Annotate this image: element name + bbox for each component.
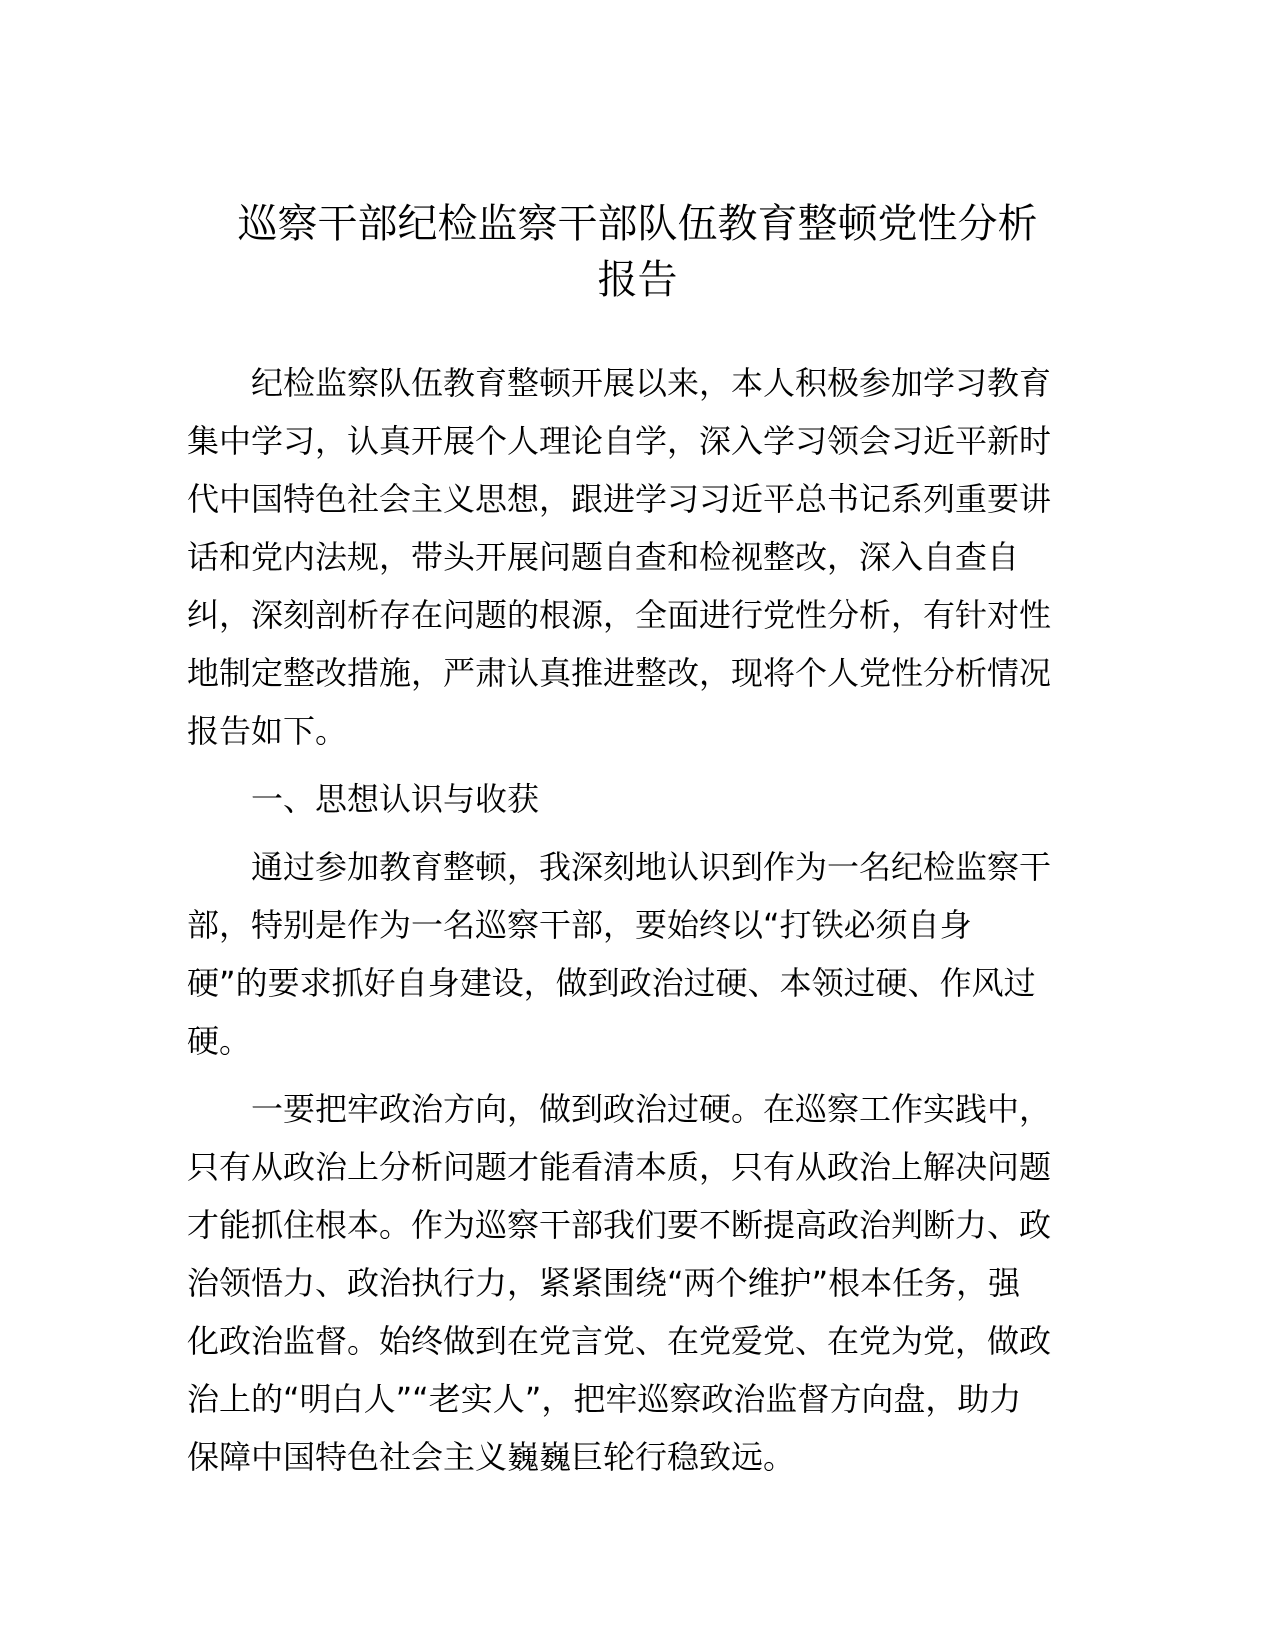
text-line: 治上的“明白人”“老实人”，把牢巡察政治监督方向盘，助力 bbox=[187, 1380, 1022, 1418]
text-line: 通过参加教育整顿，我深刻地认识到作为一名纪检监察干 bbox=[251, 848, 1052, 886]
text-line: 一要把牢政治方向，做到政治过硬。在巡察工作实践中， bbox=[251, 1090, 1052, 1128]
text-line: 报告如下。 bbox=[187, 712, 348, 750]
text-line: 才能抓住根本。作为巡察干部我们要不断提高政治判断力、政 bbox=[187, 1206, 1052, 1244]
document-title bbox=[160, 196, 1115, 308]
text-line: 化政治监督。始终做到在党言党、在党爱党、在党为党，做政 bbox=[187, 1322, 1052, 1360]
paragraph-intro bbox=[187, 354, 1087, 760]
text-line: 集中学习，认真开展个人理论自学，深入学习领会习近平新时 bbox=[187, 422, 1052, 460]
text-line: 代中国特色社会主义思想，跟进学习习近平总书记系列重要讲 bbox=[187, 480, 1052, 518]
title-line-1: 巡察干部纪检监察干部队伍教育整顿党性分析 bbox=[237, 201, 1038, 247]
text-line: 地制定整改措施，严肃认真推进整改，现将个人党性分析情况 bbox=[187, 654, 1052, 692]
title-line-2: 报告 bbox=[597, 257, 678, 303]
section-heading bbox=[187, 770, 1087, 828]
paragraph-recognition bbox=[187, 838, 1087, 1070]
heading-line: 一、思想认识与收获 bbox=[251, 780, 540, 818]
text-line: 保障中国特色社会主义巍巍巨轮行稳致远。 bbox=[187, 1438, 796, 1476]
text-line: 只有从政治上分析问题才能看清本质，只有从政治上解决问题 bbox=[187, 1148, 1052, 1186]
text-line: 话和党内法规，带头开展问题自查和检视整改，深入自查自 bbox=[187, 538, 1020, 576]
text-line: 硬”的要求抓好自身建设，做到政治过硬、本领过硬、作风过 bbox=[187, 964, 1036, 1002]
document-body bbox=[187, 354, 1087, 1496]
text-line: 部，特别是作为一名巡察干部，要始终以“打铁必须自身 bbox=[187, 906, 972, 944]
text-line: 硬。 bbox=[187, 1022, 252, 1060]
text-line: 纪检监察队伍教育整顿开展以来，本人积极参加学习教育 bbox=[251, 364, 1052, 402]
paragraph-political-direction bbox=[187, 1080, 1087, 1486]
text-line: 治领悟力、政治执行力，紧紧围绕“两个维护”根本任务，强 bbox=[187, 1264, 1021, 1302]
text-line: 纠，深刻剖析存在问题的根源，全面进行党性分析，有针对性 bbox=[187, 596, 1052, 634]
